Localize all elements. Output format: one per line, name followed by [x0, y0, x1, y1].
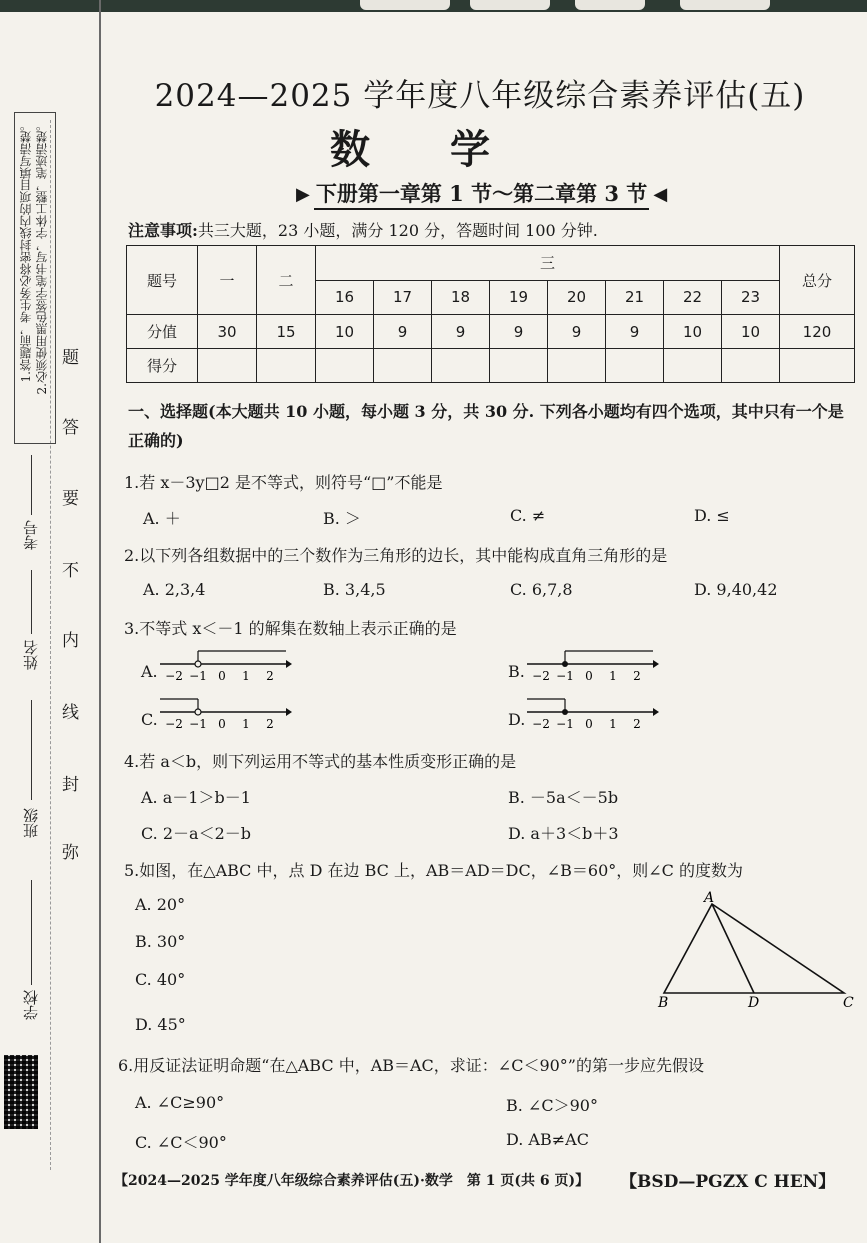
- score-cell[interactable]: [257, 349, 316, 383]
- tick-label: −1: [189, 669, 207, 683]
- qr-code: [4, 1055, 38, 1129]
- score-cell[interactable]: [664, 349, 722, 383]
- notice-text: 共三大题，23 小题，满分 120 分，答题时间 100 分钟.: [197, 221, 598, 240]
- triangle-left-icon: ◀: [653, 183, 668, 205]
- question-text: 若 x－3y□2 是不等式，则符号“□”不能是: [139, 473, 443, 492]
- th-sub: 20: [548, 280, 606, 315]
- seal-char: 不: [62, 561, 79, 581]
- question-6: [118, 1053, 704, 1076]
- subject-title: 数学: [330, 126, 570, 173]
- tick-label: 1: [609, 669, 617, 683]
- field-id-label: 考号: [22, 520, 40, 550]
- question-number: 5.: [124, 861, 140, 880]
- label-C: C: [843, 995, 854, 1011]
- q3-numberline-b: [527, 648, 659, 688]
- th-sub: 17: [374, 280, 432, 315]
- th-qnum: 题号: [127, 246, 198, 315]
- th-sub: 19: [490, 280, 548, 315]
- binding-line: [99, 0, 101, 1243]
- q6-option-c[interactable]: C. ∠C＜90°: [135, 1133, 227, 1152]
- tick-label: −2: [165, 669, 183, 683]
- q3-option-a[interactable]: A.: [141, 662, 158, 681]
- tick-label: −2: [532, 669, 550, 683]
- q6-option-b[interactable]: B. ∠C＞90°: [506, 1096, 598, 1115]
- question-number: 6.: [118, 1056, 134, 1075]
- question-number: 2.: [124, 546, 140, 565]
- question-text: 若 a＜b，则下列运用不等式的基本性质变形正确的是: [139, 752, 517, 771]
- tick-label: 0: [218, 717, 226, 731]
- seal-char: 内: [62, 631, 79, 651]
- tick-label: 0: [585, 669, 593, 683]
- margin-notes-box: [14, 112, 56, 444]
- th-sub: 22: [664, 280, 722, 315]
- q2-option-d[interactable]: D. 9,40,42: [694, 580, 778, 599]
- tick-label: 2: [266, 717, 274, 731]
- q2-option-b[interactable]: B. 3,4,5: [323, 580, 386, 599]
- points-cell: 9: [490, 315, 548, 349]
- seal-char: 封: [62, 775, 79, 795]
- points-cell: 10: [722, 315, 780, 349]
- field-class-line: [31, 700, 32, 800]
- q3-numberline-d: [527, 696, 659, 736]
- th-sub: 18: [432, 280, 490, 315]
- field-name-line: [31, 570, 32, 634]
- question-number: 4.: [124, 752, 140, 771]
- label-A: A: [704, 890, 715, 906]
- th-sub: 23: [722, 280, 780, 315]
- q3-option-b[interactable]: B.: [508, 662, 525, 681]
- points-cell: 15: [257, 315, 316, 349]
- section1-heading: 一、选择题(本大题共 10 小题，每小题 3 分，共 30 分. 下列各小题均有四个选项，其中只有一个是正确的): [128, 402, 844, 450]
- label-D: D: [748, 995, 760, 1011]
- q1-option-d[interactable]: D. ≤: [694, 506, 730, 525]
- points-cell: 10: [664, 315, 722, 349]
- q4-option-b[interactable]: B. －5a＜－5b: [508, 788, 619, 807]
- question-number: 1.: [124, 473, 140, 492]
- score-cell[interactable]: [780, 349, 855, 383]
- page-footer: 【2024—2025 学年度八年级综合素养评估(五)·数学 第 1 页(共 6 页)】: [114, 1173, 590, 1189]
- tick-label: 1: [609, 717, 617, 731]
- tick-label: 1: [242, 669, 250, 683]
- points-cell: 9: [432, 315, 490, 349]
- points-cell: 30: [198, 315, 257, 349]
- tick-label: 2: [633, 717, 641, 731]
- row-points-label: 分值: [127, 315, 198, 349]
- question-text: 如图，在△ABC 中，点 D 在边 BC 上，AB＝AD＝DC，∠B＝60°，则∠C 的度数为: [139, 861, 744, 880]
- points-cell: 9: [374, 315, 432, 349]
- margin-note-1: 1.答题前，考生务必将密封线内的项目填写清楚。: [19, 119, 33, 383]
- tick-label: 2: [633, 669, 641, 683]
- notice: [128, 218, 598, 241]
- question-text: 用反证法证明命题“在△ABC 中，AB＝AC，求证：∠C＜90°”的第一步应先假设: [133, 1056, 704, 1075]
- field-id-line: [31, 455, 32, 515]
- score-cell[interactable]: [722, 349, 780, 383]
- q6-option-d[interactable]: D. AB≠AC: [506, 1130, 589, 1149]
- question-5: [124, 858, 743, 881]
- points-cell: 10: [316, 315, 374, 349]
- th-two: 二: [257, 246, 316, 315]
- score-table: [126, 245, 855, 383]
- score-cell[interactable]: [316, 349, 374, 383]
- q3-numberline-a: [160, 648, 292, 688]
- question-2: [124, 543, 667, 566]
- th-one: 一: [198, 246, 257, 315]
- seal-char: 要: [62, 489, 79, 509]
- score-cell[interactable]: [374, 349, 432, 383]
- top-scan-band: [0, 0, 867, 12]
- points-cell: 9: [606, 315, 664, 349]
- field-school-line: [31, 880, 32, 985]
- th-sub: 16: [316, 280, 374, 315]
- seal-char: 弥: [62, 843, 79, 863]
- field-school-label: 学校: [22, 990, 40, 1020]
- scope-text: 下册第一章第 1 节～第二章第 3 节: [314, 178, 649, 210]
- margin-note-2: 2.必须使用黑色签字笔书写，字体工整，笔迹清楚。: [35, 119, 49, 395]
- q4-option-d[interactable]: D. a＋3＜b＋3: [508, 824, 619, 843]
- seal-char: 线: [62, 703, 79, 723]
- q1-option-a[interactable]: A. ＋: [143, 509, 181, 528]
- th-total: 总分: [780, 246, 855, 315]
- tick-label: −1: [556, 669, 574, 683]
- seal-char: 答: [62, 418, 79, 438]
- triangle-figure: [650, 890, 860, 1015]
- row-score-label: 得分: [127, 349, 198, 383]
- exam-title: 2024—2025 学年度八年级综合素养评估(五): [154, 78, 806, 114]
- q1-option-b[interactable]: B. ＞: [323, 509, 361, 528]
- q4-option-a[interactable]: A. a－1＞b－1: [141, 788, 251, 807]
- q5-option-c[interactable]: C. 40°: [135, 970, 186, 989]
- footer-code: 【BSD—PGZX C HEN】: [620, 1172, 836, 1192]
- score-cell[interactable]: [198, 349, 257, 383]
- question-text: 不等式 x＜－1 的解集在数轴上表示正确的是: [139, 619, 457, 638]
- q3-option-d[interactable]: D.: [508, 710, 526, 729]
- q3-numberline-c: [160, 696, 292, 736]
- q6-option-a[interactable]: A. ∠C≥90°: [135, 1093, 225, 1112]
- q2-option-a[interactable]: A. 2,3,4: [143, 580, 206, 599]
- question-number: 3.: [124, 619, 140, 638]
- label-B: B: [658, 995, 669, 1011]
- score-cell[interactable]: [606, 349, 664, 383]
- question-text: 以下列各组数据中的三个数作为三角形的边长，其中能构成直角三角形的是: [139, 546, 668, 565]
- tick-label: 0: [218, 669, 226, 683]
- scope-line: [296, 178, 667, 210]
- tick-label: −1: [189, 717, 207, 731]
- seal-char: 题: [62, 348, 79, 368]
- q4-option-c[interactable]: C. 2－a＜2－b: [141, 824, 251, 843]
- question-4: [124, 749, 516, 772]
- tick-label: 1: [242, 717, 250, 731]
- th-three: 三: [316, 246, 780, 281]
- q5-option-a[interactable]: A. 20°: [135, 895, 186, 914]
- score-cell[interactable]: [548, 349, 606, 383]
- score-cell[interactable]: [490, 349, 548, 383]
- points-cell: 120: [780, 315, 855, 349]
- tick-label: 2: [266, 669, 274, 683]
- question-1: [124, 470, 442, 493]
- q5-option-d[interactable]: D. 45°: [135, 1015, 186, 1034]
- tick-label: −1: [556, 717, 574, 731]
- score-cell[interactable]: [432, 349, 490, 383]
- q3-option-c[interactable]: C.: [141, 710, 158, 729]
- points-cell: 9: [548, 315, 606, 349]
- q2-option-c[interactable]: C. 6,7,8: [510, 580, 573, 599]
- question-3: [124, 616, 457, 639]
- tick-label: −2: [532, 717, 550, 731]
- q1-option-c[interactable]: C. ≠: [510, 506, 546, 525]
- field-class-label: 班级: [22, 808, 40, 838]
- tick-label: −2: [165, 717, 183, 731]
- triangle-right-icon: ▶: [296, 183, 310, 205]
- th-sub: 21: [606, 280, 664, 315]
- tick-label: 0: [585, 717, 593, 731]
- field-name-label: 姓名: [22, 640, 40, 670]
- q5-option-b[interactable]: B. 30°: [135, 932, 186, 951]
- notice-label: 注意事项:: [128, 221, 198, 240]
